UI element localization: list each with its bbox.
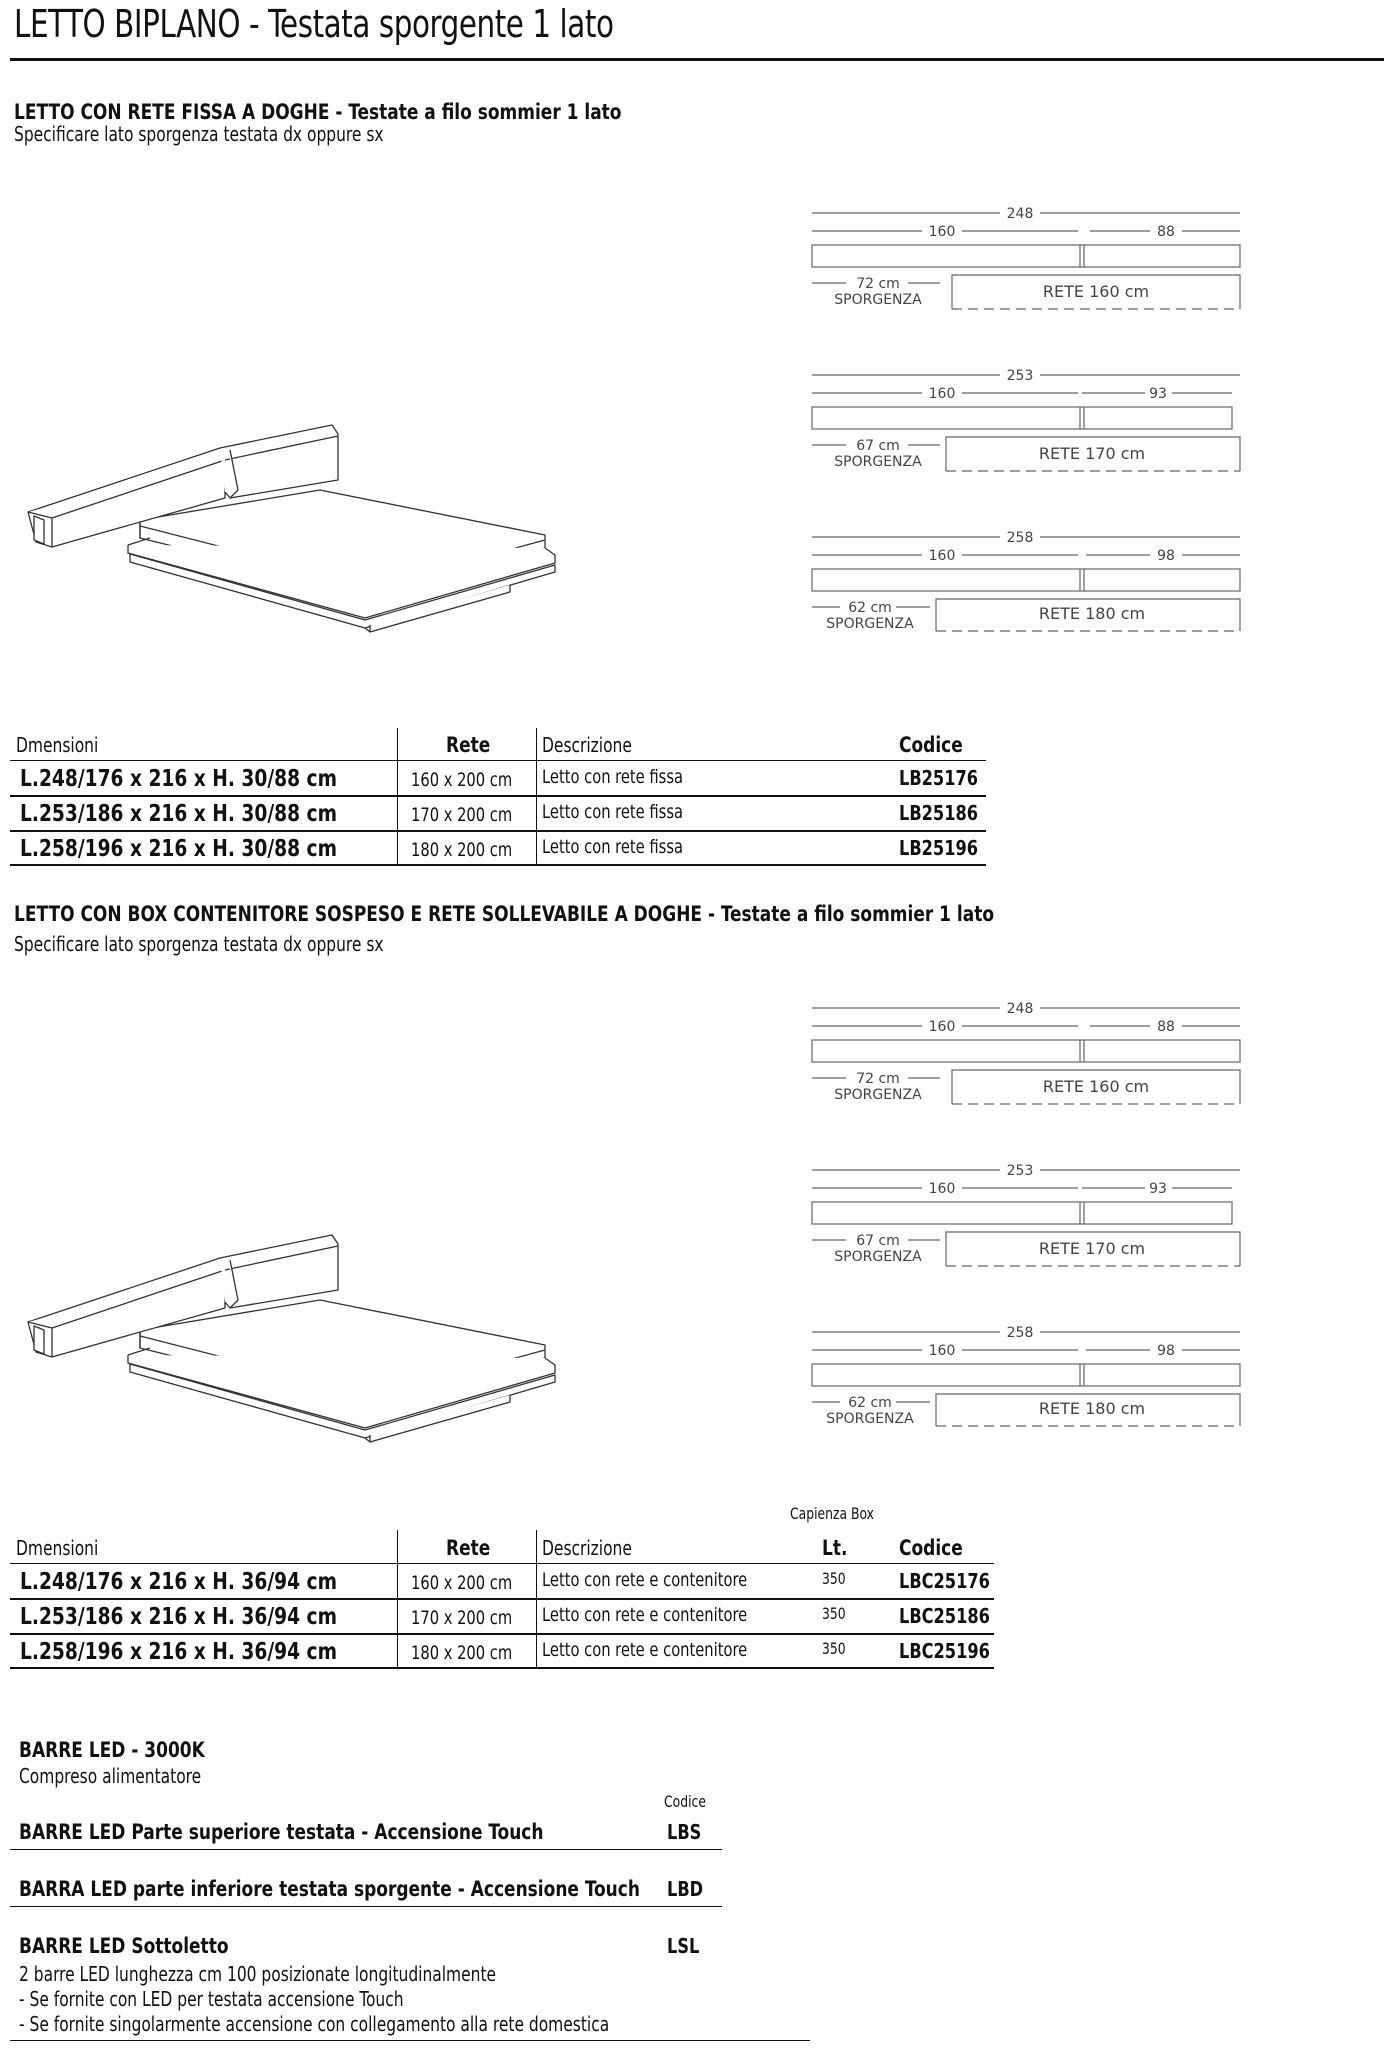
section2-subheading: Specificare lato sporgenza testata dx oppure sx — [14, 932, 384, 956]
table-cell-lt: 350 — [822, 1639, 846, 1658]
page-title: LETTO BIPLANO - Testata sporgente 1 lato — [14, 2, 614, 46]
dim-left: 160 — [928, 224, 956, 240]
col-header-descrizione: Descrizione — [542, 733, 632, 757]
dim-left: 160 — [928, 386, 956, 402]
led-item-label: BARRE LED Sottoletto — [19, 1934, 229, 1958]
overhang-label: SPORGENZA — [834, 1249, 922, 1265]
table-rule — [10, 1633, 994, 1635]
table-cell-descrizione: Letto con rete fissa — [542, 836, 683, 858]
dim-right: 88 — [1157, 224, 1175, 240]
overhang-label: SPORGENZA — [826, 1411, 914, 1427]
dimension-diagrams-1 — [800, 195, 1260, 645]
table-cell-dimensioni: L.258/196 x 216 x H. 30/88 cm — [20, 836, 337, 862]
dim-right: 98 — [1157, 1343, 1175, 1359]
table-cell-rete: 180 x 200 cm — [411, 839, 513, 861]
col-header-rete: Rete — [446, 1536, 491, 1560]
rete-label: RETE 180 cm — [1038, 1399, 1146, 1418]
col-header-descrizione: Descrizione — [542, 1536, 632, 1560]
led-code-header: Codice — [664, 1792, 706, 1811]
dim-total: 253 — [1006, 368, 1034, 384]
table-cell-rete: 160 x 200 cm — [411, 1572, 513, 1594]
overhang-label: SPORGENZA — [826, 616, 914, 632]
table-cell-codice: LB25186 — [899, 801, 979, 825]
table-cell-descrizione: Letto con rete fissa — [542, 801, 683, 823]
overhang-value: 62 cm — [848, 1395, 892, 1411]
led-item-label: BARRA LED parte inferiore testata sporgente - Accensione Touch — [19, 1877, 640, 1901]
table-cell-codice: LBC25186 — [899, 1604, 990, 1628]
col-header-dimensioni: Dmensioni — [16, 1536, 99, 1560]
overhang-label: SPORGENZA — [834, 292, 922, 308]
table-cell-rete: 160 x 200 cm — [411, 769, 513, 791]
table-cell-dimensioni: L.253/186 x 216 x H. 36/94 cm — [20, 1604, 337, 1630]
dim-left: 160 — [928, 1181, 956, 1197]
col-header-dimensioni: Dmensioni — [16, 733, 99, 757]
bed-illustration-2 — [20, 1230, 560, 1450]
table-rule — [10, 795, 986, 797]
dimension-diagrams-2 — [800, 990, 1260, 1440]
led-item-code: LBS — [667, 1820, 702, 1844]
section2-heading: LETTO CON BOX CONTENITORE SOSPESO E RETE SOLLEVABILE A DOGHE - Testate a filo sommier 1 lato — [14, 902, 995, 926]
table-cell-codice: LBC25176 — [899, 1569, 990, 1593]
capienza-box-label: Capienza Box — [790, 1504, 874, 1523]
table-cell-lt: 350 — [822, 1604, 846, 1623]
overhang-label: SPORGENZA — [834, 1087, 922, 1103]
title-rule — [10, 58, 1384, 61]
led-rule — [10, 1906, 722, 1907]
led-item-code: LSL — [667, 1934, 700, 1958]
section1-subheading: Specificare lato sporgenza testata dx oppure sx — [14, 122, 384, 146]
rete-label: RETE 170 cm — [1038, 444, 1146, 463]
table-rule — [10, 830, 986, 832]
rete-label: RETE 170 cm — [1038, 1239, 1146, 1258]
col-header-rete: Rete — [446, 733, 491, 757]
table-cell-dimensioni: L.258/196 x 216 x H. 36/94 cm — [20, 1639, 337, 1665]
dim-total: 248 — [1006, 206, 1034, 222]
dim-left: 160 — [928, 548, 956, 564]
section1-heading: LETTO CON RETE FISSA A DOGHE - Testate a filo sommier 1 lato — [14, 100, 622, 124]
led-note: 2 barre LED lunghezza cm 100 posizionate longitudinalmente — [19, 1962, 497, 1986]
table-cell-rete: 170 x 200 cm — [411, 1607, 513, 1629]
overhang-value: 62 cm — [848, 600, 892, 616]
led-rule — [10, 1849, 722, 1850]
led-item-code: LBD — [667, 1877, 704, 1901]
table-cell-descrizione: Letto con rete e contenitore — [542, 1604, 748, 1626]
bed-illustration-1 — [20, 420, 560, 640]
table-cell-lt: 350 — [822, 1569, 846, 1588]
overhang-value: 72 cm — [856, 1071, 900, 1087]
led-note: - Se fornite con LED per testata accensione Touch — [19, 1987, 404, 2011]
col-header-codice: Codice — [899, 1536, 963, 1560]
rete-label: RETE 160 cm — [1042, 1077, 1150, 1096]
table-cell-dimensioni: L.248/176 x 216 x H. 30/88 cm — [20, 766, 337, 792]
led-heading: BARRE LED - 3000K — [19, 1738, 205, 1762]
dim-left: 160 — [928, 1019, 956, 1035]
dim-right: 98 — [1157, 548, 1175, 564]
dim-right: 88 — [1157, 1019, 1175, 1035]
overhang-value: 72 cm — [856, 276, 900, 292]
table-cell-dimensioni: L.253/186 x 216 x H. 30/88 cm — [20, 801, 337, 827]
led-subheading: Compreso alimentatore — [19, 1764, 202, 1788]
table-cell-descrizione: Letto con rete fissa — [542, 766, 683, 788]
table-cell-codice: LB25176 — [899, 766, 979, 790]
table-rule — [10, 760, 986, 761]
table-cell-dimensioni: L.248/176 x 216 x H. 36/94 cm — [20, 1569, 337, 1595]
dim-right: 93 — [1149, 386, 1167, 402]
table-cell-descrizione: Letto con rete e contenitore — [542, 1569, 748, 1591]
table-rule — [10, 1598, 994, 1600]
led-rule — [10, 2040, 810, 2041]
table-cell-codice: LB25196 — [899, 836, 979, 860]
dim-total: 258 — [1006, 1325, 1034, 1341]
table-cell-descrizione: Letto con rete e contenitore — [542, 1639, 748, 1661]
dim-total: 248 — [1006, 1001, 1034, 1017]
overhang-label: SPORGENZA — [834, 454, 922, 470]
table-cell-rete: 170 x 200 cm — [411, 804, 513, 826]
overhang-value: 67 cm — [856, 438, 900, 454]
col-header-lt: Lt. — [822, 1536, 848, 1560]
dim-left: 160 — [928, 1343, 956, 1359]
rete-label: RETE 180 cm — [1038, 604, 1146, 623]
table-rule — [10, 1667, 994, 1669]
col-header-codice: Codice — [899, 733, 963, 757]
table-rule — [10, 1563, 994, 1564]
dim-total: 258 — [1006, 530, 1034, 546]
dim-total: 253 — [1006, 1163, 1034, 1179]
table-rule — [10, 864, 986, 866]
led-item-label: BARRE LED Parte superiore testata - Accensione Touch — [19, 1820, 544, 1844]
overhang-value: 67 cm — [856, 1233, 900, 1249]
table-cell-codice: LBC25196 — [899, 1639, 990, 1663]
dim-right: 93 — [1149, 1181, 1167, 1197]
rete-label: RETE 160 cm — [1042, 282, 1150, 301]
led-note: - Se fornite singolarmente accensione con collegamento alla rete domestica — [19, 2012, 610, 2036]
table-cell-rete: 180 x 200 cm — [411, 1642, 513, 1664]
